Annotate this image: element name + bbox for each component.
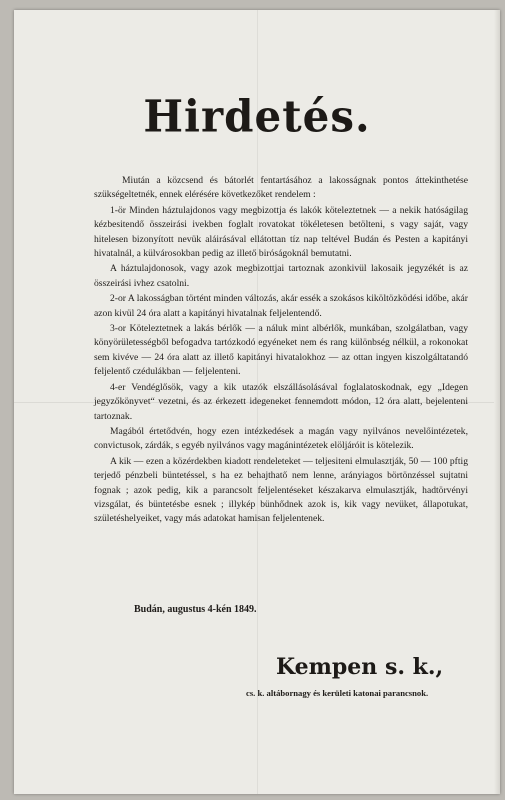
paragraph-6: Magából értetődvén, hogy ezen intézkedések a magán vagy nyilvános nevelőintézetek, convictusok, zárdák, s egyéb nyilvános vagy magánintézetek elöljáróit is kötelezik.	[94, 425, 468, 452]
paragraph-4: 3-or Köteleztetnek a lakás bérlők — a náluk mint albérlők, munkában, szolgálatban, vagy könyörületességből befogadva tartózkodó egyéneket nem és rang különbség nélkül, a rokonokat sem kivéve — 24 óra alatt az illető kapitányi hivatalokhoz — az ottan ingyen kiszolgáltatandó feljelentő czédulákban — feljelenteni.	[94, 323, 468, 378]
paragraph-2: A háztulajdonosok, vagy azok megbizottjai tartoznak azonkivül lakosaik jegyzékét is az összeirási ivhez csatolni.	[94, 263, 468, 289]
paragraph-5: 4-er Vendéglősök, vagy a kik utazók elszállásolásával foglalatoskodnak, egy „Idegen jegyzőkönyvet“ vezetni, és az érkezett idegeneket fennemdott módon, 12 óra alatt, bejelenteni tartoznak.	[94, 381, 468, 422]
paragraph-3: 2-or A lakosságban történt minden változás, akár essék a szokásos kiköltözködési időbe, akár azon kivül 24 óra alatt a kapitányi hivatalnak feljelentendő.	[94, 293, 468, 319]
signature-title: cs. k. altábornagy és kerületi katonai parancsnok.	[246, 688, 429, 698]
paragraph-1: 1-ör Minden háztulajdonos vagy megbizottja és lakók köteleztetnek — a nekik hatóságilag kézbesitendő összeirási ivekben foglalt rovatokat tökéletesen betölteni, s vagy saját, vagy hitelesen bizonyított nevük aláirásával ellátottan tíz nap teltével Budán és Pesten a kapitányi hivatalnál, a külvárosokban pedig az illető biróságoknál bemutatni.	[94, 204, 468, 260]
document-title: Hirdetés.	[143, 90, 371, 143]
paragraph-7: A kik — ezen a közérdekben kiadott rendeleteket — teljesiteni elmulasztják, 50 — 100 pftig terjedő pénzbeli büntetéssel, s ha ez behajthatő nem lenne, arányiagos börtönzéssel sujtatni fognak ; azok pedig, kik a parancsolt feljelentéseket készakarva elmulasztják, hadtörvényi vizsgálat, és büntetésbe esnek ; illykép bünhődnek azok is, kik vagy nevüket, állapotukat, születéshelyeiket, vagy más adatokat hamisan feljelentenek.	[94, 455, 468, 525]
intro-paragraph: Miután a közcsend és bátorlét fentartásához a lakosságnak pontos áttekinthetése szükségeltetnék, ennek elérésére következőket rendelem :	[94, 175, 468, 201]
signature: Kempen s. k.,	[276, 654, 444, 680]
document-date: Budán, augustus 4-kén 1849.	[134, 604, 257, 615]
document-sheet	[14, 10, 500, 794]
document-body	[94, 174, 468, 527]
